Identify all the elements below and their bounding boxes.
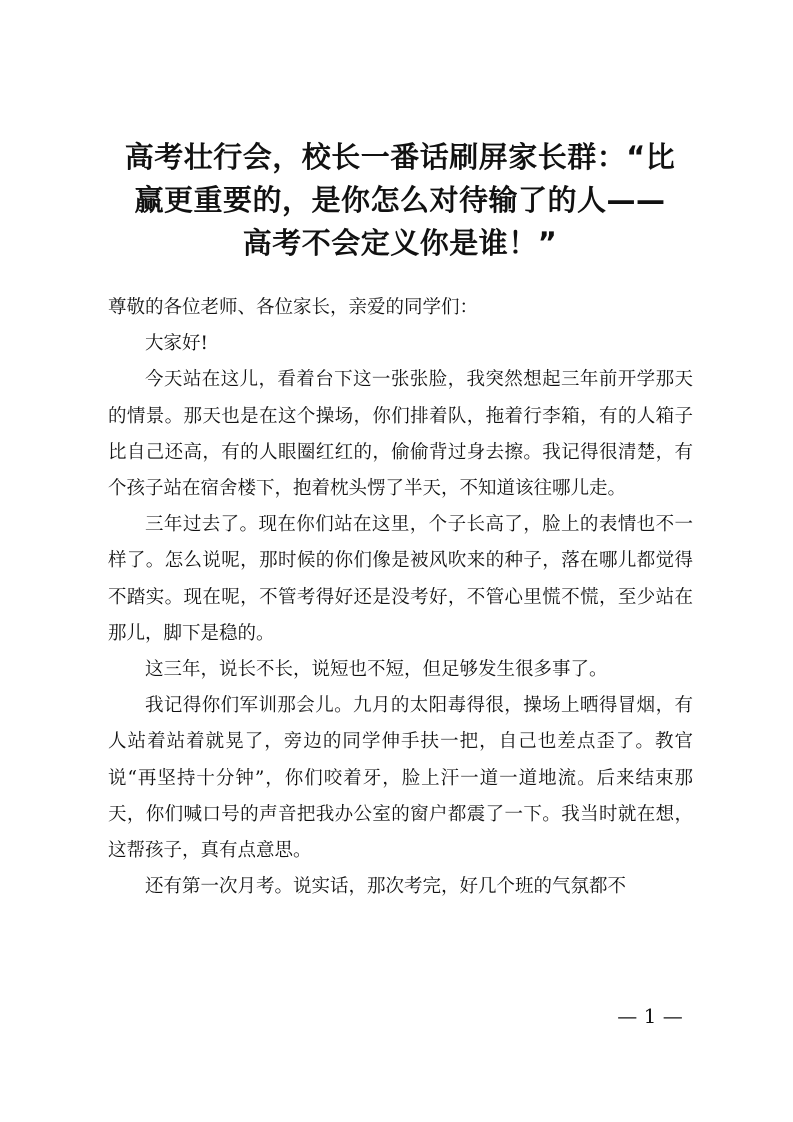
paragraph-first-exam: 还有第一次月考。说实话，那次考完，好几个班的气氛都不 (145, 876, 627, 898)
document-body (108, 290, 693, 905)
document-title (100, 136, 700, 265)
title-line: 赢更重要的，是你怎么对待输了的人—— (134, 183, 666, 217)
page-number: — 1 — (617, 1004, 683, 1028)
title-line: 高考壮行会，校长一番话刷屏家长群：“比 (124, 140, 676, 174)
paragraph-three-years: 三年过去了。现在你们站在这里，个子长高了，脸上的表情也不一样了。怎么说呢，那时候的你们像是被风吹来的种子，落在哪儿都觉得不踏实。现在呢，不管考得好还是没考好，不管心里慌不慌，至少站在那儿，脚下是稳的。 (108, 514, 693, 644)
title-line: 高考不会定义你是谁！” (242, 226, 558, 260)
salutation: 尊敬的各位老师、各位家长，亲爱的同学们： (108, 297, 479, 318)
paragraph-military-training: 我记得你们军训那会儿。九月的太阳毒得很，操场上晒得冒烟，有人站着站着就晃了，旁边的同学伸手扶一把，自己也差点歪了。教官说“再坚持十分钟”，你们咬着牙，脸上汗一道一道地流。后来结束那天，你们喊口号的声音把我办公室的窗户都震了一下。我当时就在想，这帮孩子，真有点意思。 (108, 695, 693, 862)
paragraph-greeting: 大家好! (145, 333, 208, 355)
paragraph-many-things: 这三年，说长不长，说短也不短，但足够发生很多事了。 (145, 659, 608, 681)
paragraph-opening-day: 今天站在这儿，看着台下这一张张脸，我突然想起三年前开学那天的情景。那天也是在这个操场，你们排着队，拖着行李箱，有的人箱子比自己还高，有的人眼圈红红的，偷偷背过身去擦。我记得很清楚，有个孩子站在宿舍楼下，抱着枕头愣了半天，不知道该往哪儿走。 (108, 369, 693, 500)
